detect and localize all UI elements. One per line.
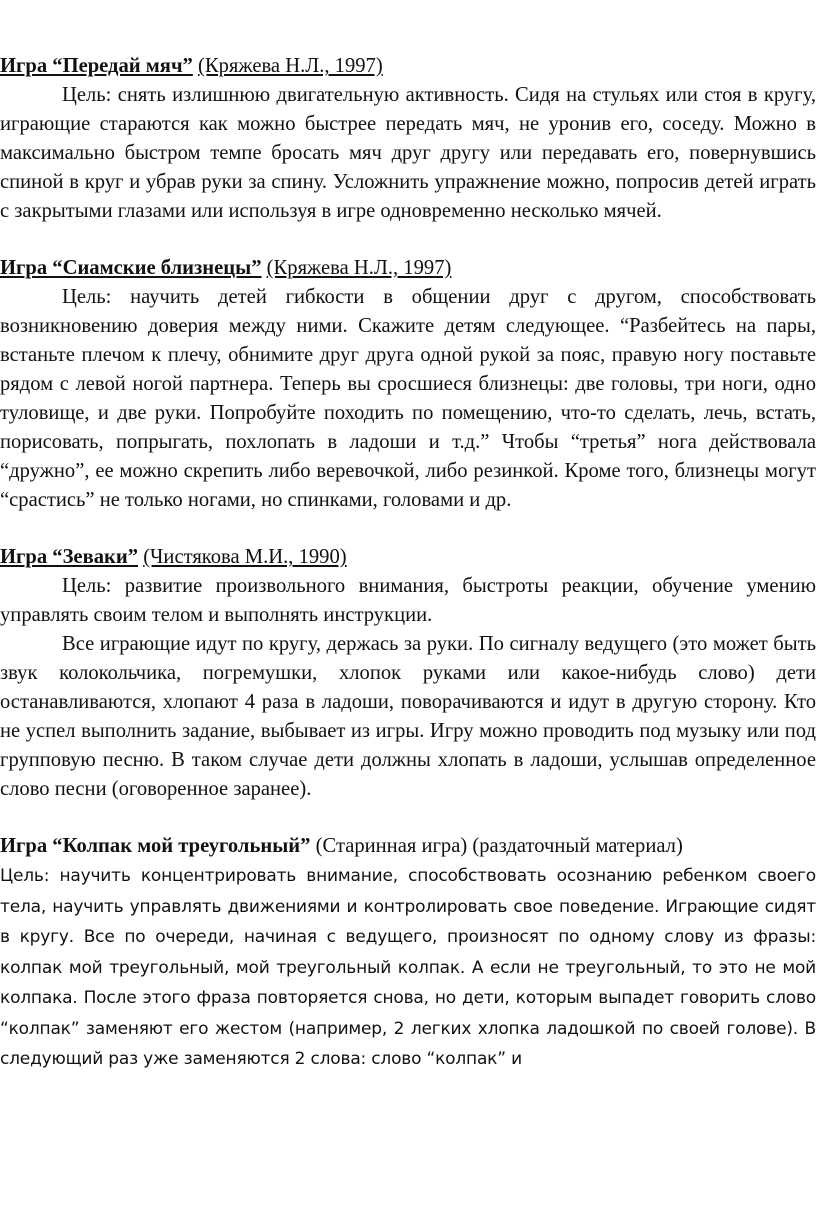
game-description: Цель: научить детей гибкости в общении друг с другом, способствовать возникновению доверия между ними. Скажите детям следующее. “Разбейтесь на пары, встаньте плечом к плечу, обнимите друг друга одной рукой за пояс, правую ногу поставьте рядом с левой ногой партнера. Теперь вы сросшиеся близнецы: две головы, три ноги, одно туловище, и две руки. Попробуйте походить по помещению, что-то сделать, лечь, встать, порисовать, попрыгать, похлопать в ладоши и т.д.” Чтобы “третья” нога действовала “дружно”, ее можно скрепить либо веревочкой, либо резинкой. Кроме того, близнецы могут “срастись” не только ногами, но спинками, головами и др. [0, 286, 816, 511]
game-heading [0, 832, 816, 861]
game-section-siamese-twins [0, 254, 816, 515]
game-author: (Старинная игра) (раздаточный материал) [315, 835, 683, 857]
game-description: Все играющие идут по кругу, держась за руки. По сигналу ведущего (это может быть звук колокольчика, погремушки, хлопок руками или какое-нибудь слово) дети останавливаются, хлопают 4 раза в ладоши, поворачиваются и идут в другую сторону. Кто не успел выполнить задание, выбывает из игры. Игру можно проводить под музыку или под групповую песню. В таком случае дети должны хлопать в ладоши, услышав определенное слово песни (оговоренное заранее). [0, 633, 816, 800]
game-description: Цель: научить концентрировать внимание, способствовать осознанию ребенком своего тела, научить управлять движениями и контролировать свое поведение. Играющие сидят в кругу. Все по очереди, начиная с ведущего, произносят по одному слову из фразы: колпак мой треугольный, мой треугольный колпак. А если не треугольный, то это не мой колпака. После этого фраза повторяется снова, но дети, которым выпадет говорить слово “колпак” заменяют его жестом (например, 2 легких хлопка ладошкой по своей голове). В следующий раз уже заменяются 2 слова: слово “колпак” и [0, 866, 816, 1069]
game-goal: Цель: развитие произвольного внимания, быстроты реакции, обучение умению управлять своим телом и выполнять инструкции. [0, 575, 816, 626]
game-title: Игра “Колпак мой треугольный” [0, 835, 311, 857]
game-heading [0, 254, 816, 283]
game-author: (Чистякова М.И., 1990) [143, 546, 347, 568]
section-spacer [0, 804, 816, 832]
game-title: Игра “Сиамские близнецы” [0, 257, 262, 279]
game-title: Игра “Зеваки” [0, 546, 139, 568]
document-page [0, 52, 816, 1075]
game-title: Игра “Передай мяч” [0, 55, 193, 77]
game-section-pass-ball [0, 52, 816, 226]
game-section-triangular-cap [0, 832, 816, 1075]
game-author: (Кряжева Н.Л., 1997) [198, 55, 383, 77]
game-description: Цель: снять излишнюю двигательную активность. Сидя на стульях или стоя в кругу, играющие стараются как можно быстрее передать мяч, не уронив его, соседу. Можно в максимально быстром темпе бросать мяч друг другу или передавать его, повернувшись спиной в круг и убрав руки за спину. Усложнить упражнение можно, попросив детей играть с закрытыми глазами или используя в игре одновременно несколько мячей. [0, 84, 816, 222]
game-heading [0, 52, 816, 81]
game-section-onlookers [0, 543, 816, 804]
section-spacer [0, 226, 816, 254]
game-heading [0, 543, 816, 572]
section-spacer [0, 515, 816, 543]
game-author: (Кряжева Н.Л., 1997) [266, 257, 452, 279]
